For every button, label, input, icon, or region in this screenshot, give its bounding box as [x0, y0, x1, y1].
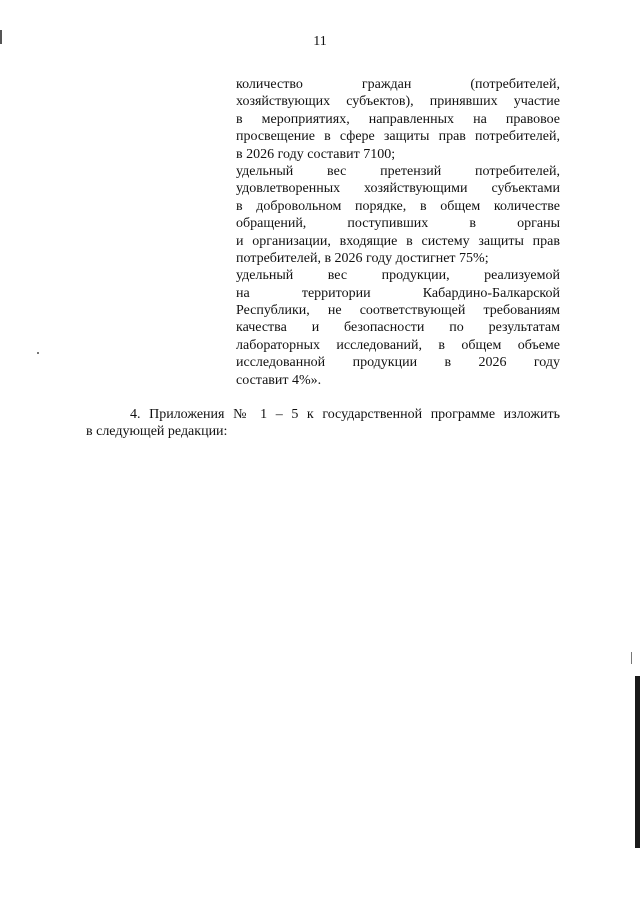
text-line: просвещение в сфере защиты прав потребителей, [236, 129, 560, 145]
text-line: обращений, поступивших в органы [236, 216, 560, 232]
text-line: лабораторных исследований, в общем объеме [236, 337, 560, 353]
item-4-paragraph [86, 406, 560, 441]
text-line: удельный вес продукции, реализуемой [236, 268, 560, 284]
scan-edge-mark [635, 676, 640, 848]
text-line: количество граждан (потребителей, [236, 77, 560, 92]
text-line: удельный вес претензий потребителей, [236, 163, 560, 179]
text-line: Республики, не соответствующей требованиям [236, 303, 560, 319]
text-line: потребителей, в 2026 году достигнет 75%; [236, 250, 489, 266]
text-line: исследованной продукции в 2026 году [236, 355, 560, 371]
scan-edge-mark [0, 30, 2, 44]
item-4-line-2: в следующей редакции: [86, 424, 228, 440]
text-line: удовлетворенных хозяйствующими субъектами [236, 181, 560, 197]
text-line: на территории Кабардино-Балкарской [236, 285, 560, 301]
text-line: в добровольном порядке, в общем количестве [236, 198, 560, 214]
text-line: в мероприятиях, направленных на правовое [236, 111, 560, 127]
page-number: 11 [313, 34, 327, 49]
text-line: и организации, входящие в систему защиты прав [236, 233, 560, 249]
indicator-text-block [236, 76, 560, 389]
text-line: качества и безопасности по результатам [236, 320, 560, 336]
item-4-line-1: 4. Приложения № 1 – 5 к государственной программе изложить [130, 407, 560, 422]
scan-edge-mark [37, 352, 39, 354]
text-line: хозяйствующих субъектов), принявших участие [236, 94, 560, 110]
scan-edge-mark [631, 652, 632, 664]
text-line: в 2026 году составит 7100; [236, 146, 396, 162]
text-line: составит 4%». [236, 372, 322, 388]
